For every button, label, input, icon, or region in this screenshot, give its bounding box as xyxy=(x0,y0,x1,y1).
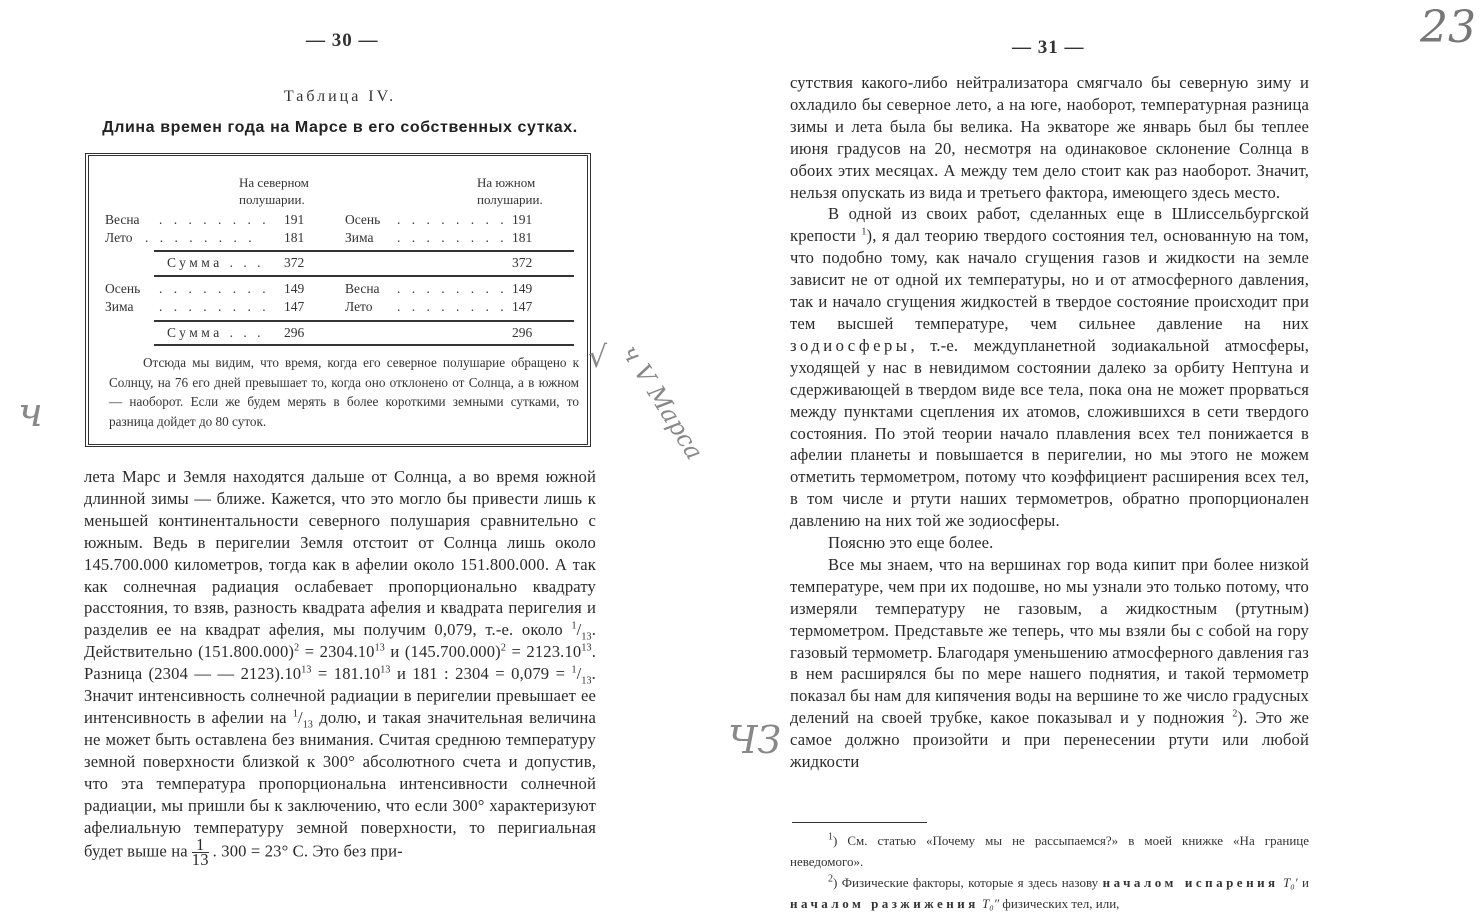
leader-dots: . . . . . . . . xyxy=(159,281,270,296)
season-days: 191 xyxy=(284,212,305,227)
sum-value: 372 xyxy=(512,255,533,270)
fraction-den: 13 xyxy=(581,631,592,643)
table-row xyxy=(105,298,575,316)
season-label: Весна xyxy=(345,281,380,296)
leader-dots: . . . . . . . . xyxy=(397,230,508,245)
footnote-marker: 2 xyxy=(828,873,833,885)
footnote-ref[interactable]: 1 xyxy=(861,226,867,238)
season-days: 181 xyxy=(512,230,533,245)
right-body-text xyxy=(790,72,1309,773)
exponent: 13 xyxy=(380,664,391,676)
text-run: = 181.10 xyxy=(311,664,381,684)
table-sum-row xyxy=(105,324,575,342)
sum-value: 372 xyxy=(284,255,305,270)
handwritten-margin-note: ч V Марса xyxy=(616,340,709,465)
table-rule xyxy=(154,344,574,346)
page-number: — 31 — xyxy=(1012,37,1085,58)
text-run: , т.-е. междупланетной зодиакальной атмосферы, уходящей у нас в невидимом состоянии далеко за орбиту Нептуна и сдерживающей в твердом виде все тела, пока она не может прорваться между пунктами сцепления их атомов, сложившихся в сети твердого состояния. По этой теории начало плавления всех тел понижается в афелии планеты и повышается в перигелии, но мы этого не можем отметить термометром, потому что коэффициент расширения всех тел, в том числе и ртути наших термометров, обратно пропорционален давлению на них той же зодиосферы. xyxy=(790,335,1309,531)
season-days: 149 xyxy=(512,281,533,296)
text-run: ). Это же самое должно произойти и при перенесении ртути или любой жидкости xyxy=(790,708,1310,772)
season-days: 181 xyxy=(284,230,305,245)
footnote-divider xyxy=(792,822,927,823)
footnote-text: физических тел, или, xyxy=(1002,896,1120,911)
leader-dots: . . . . . . . . xyxy=(159,299,270,314)
leader-dots: . . . . . . . . xyxy=(397,212,508,227)
leader-dots: . . . . . . . . xyxy=(397,281,508,296)
fraction-den: 13 xyxy=(581,675,592,687)
south-hemisphere-header xyxy=(477,174,543,208)
leader-dots: . . . . . . . . xyxy=(397,299,508,314)
handwritten-margin-note: ЧЗ xyxy=(728,718,782,762)
sum-label: Сумма . . . xyxy=(167,255,264,270)
header-line: полушарии. xyxy=(239,192,305,207)
table-rule xyxy=(154,320,574,322)
exponent: 13 xyxy=(374,642,385,654)
table-title: Таблица IV. xyxy=(283,88,397,105)
season-label: Зима xyxy=(105,299,134,314)
text-run: . Разница (2304 — — 2123).10 xyxy=(84,642,596,684)
handwritten-page-number: 23 xyxy=(1420,2,1476,53)
text-run: Все мы знаем, что на вершинах гор вода кипит при более низкой температуре, чем при их подошве, но мы узнали это только потому, что измеряли температуру не газовым, а жидкостным (ртутным) термометром. Представьте же теперь, что мы взяли бы с собой на гору газовый термометр. Благодаря уменьшению атмосферного давления газ в нем расширялся бы по мере нашего поднятия, и такой термометр показал бы нам для кипячения воды на вершине то же число градусных делений на своей трубке, какое показывал и у подножия xyxy=(790,554,1309,728)
text-run: . Значит интенсивность солнечной радиации в перигелии превышает ее интенсивность в афелии на xyxy=(84,664,596,727)
footnote-ref[interactable]: 2 xyxy=(1232,708,1238,720)
exponent: 13 xyxy=(581,642,592,654)
season-days: 147 xyxy=(284,299,305,314)
header-line: На южном xyxy=(477,175,536,190)
math-symbol: T₀′ xyxy=(1278,875,1303,890)
left-page xyxy=(0,0,720,919)
season-label: Лето xyxy=(345,299,373,314)
right-page xyxy=(720,0,1479,919)
fraction-numerator: 1 xyxy=(192,838,209,853)
table-note: Отсюда мы видим, что время, когда его северное полушарие обращено к Солнцу, на 76 его дней превышает то, когда оно отклонено от Солнца, а в южном — наоборот. Если же будем мерять в более короткими земными сутками, то разница дойдет до 80 суток. xyxy=(109,355,579,429)
text-run: лета Марс и Земля находятся дальше от Солнца, а во время южной длинной зимы — ближе. Кажется, что это могло бы привести лишь к меньшей континентальности северного полушария сравнительно с южным. Ведь в перигелии Земля отстоит от Солнца лишь около 145.700.000 километров, тогда как в афелии около 151.800.000. А так как солнечная радиация ослабевает пропорционально квадрату расстояния, то взяв, разность квадрата афелия и квадрата перигелия и разделив ее на квадрат афелия, мы получим 0,079, т.-е. около xyxy=(84,467,596,640)
season-days: 149 xyxy=(284,281,305,296)
header-line: полушарии. xyxy=(477,192,543,207)
season-label: Зима xyxy=(345,230,374,245)
exponent: 2 xyxy=(500,642,506,654)
season-label: Осень xyxy=(105,281,141,296)
footnote xyxy=(790,830,1309,872)
footnote-text: ) Физические факторы, которые я здесь назову xyxy=(833,875,1103,890)
sum-value: 296 xyxy=(284,325,305,340)
table-subtitle: Длина времен года на Марсе в его собственных сутках. xyxy=(102,119,578,136)
table-row xyxy=(105,280,575,298)
handwritten-margin-note: ч xyxy=(18,390,43,436)
leader-dots: . . . . . . . . xyxy=(145,230,256,245)
fraction-denominator: 13 xyxy=(191,850,209,870)
sum-value: 296 xyxy=(512,325,533,340)
exponent: 2 xyxy=(294,642,300,654)
fraction xyxy=(191,835,209,870)
fraction-num: 1 xyxy=(571,620,577,632)
footnote-text: и xyxy=(1302,875,1309,890)
sum-label: Сумма . . . xyxy=(167,325,264,340)
paragraph: лета Марс и Земля находятся дальше от Солнца, а во время южной длинной зимы — ближе. Кажется, что это могло бы привести лишь к меньшей континентальности северного полушария сравнительно с южным. Ведь в перигелии Земля отстоит от Солнца лишь около 145.700.000 километров, тогда как в афелии около 151.800.000. А так как солнечная радиация ослабевает пропорционально квадрату расстояния, то взяв, разность квадрата афелия и квадрата перигелия и разделив ее на квадрат афелия, мы получим 0,079, т.-е. около $^1/_{13}$. Действительно $(151.800.000)^2 = 2304.10^{13}$ и $(145.700.000)^2 = 2123.10^{13}$. Разница (2304 — — $2123).10^{13} = 181.10^{13}$ и 181 : $2304 = 0,079 = ^1/_{13}$. Значит интенсивность солнечной радиации в перигелии превышает ее интенсивность в афелии на $^1/_{13}$ долю, и такая значительная величина не может быть оставлена без внимания. Считая среднюю температуру земной поверхности близкой к 300° абсолютного счета и допустив, что эта температура пропорциональна интенсивности солнечной радиации, мы пришли бы к заключению, что если 300° характеризуют афелиальную температуру земной поверхности, то перигиальная будет выше на $\frac{1}{13}$ . 300 = 23° С. Это без при- xyxy=(84,467,597,870)
text-run: и 181 : 2304 = 0,079 = xyxy=(390,664,572,684)
season-label: Осень xyxy=(345,212,381,227)
season-days: 191 xyxy=(512,212,533,227)
text-run: . 300 = 23° С. Это без при- xyxy=(212,841,403,861)
seasons-table xyxy=(85,153,591,447)
leader-dots: . . . . . . . . xyxy=(159,212,270,227)
text-run: = 2123.10 xyxy=(506,642,582,662)
fraction-den: 13 xyxy=(302,719,314,731)
text-run: ), я дал теорию твердого состояния тел, основанную на том, что подобно тому, как начало сгущения газов и жидкости на земле зависит не от одной их температуры, но и от атмосферного давления, так и начало сгущения жидкостей в твердое состояние происходит при тем высшей температуре, чем сильнее давление на них xyxy=(790,226,1309,333)
season-label: Весна xyxy=(105,212,140,227)
header-line: На северном xyxy=(239,175,309,190)
table-row xyxy=(105,211,575,229)
paragraph: сутствия какого-либо нейтрализатора смягчало бы северную зиму и охладило бы северное лето, а на юге, наоборот, температурная разница зимы и лета была бы велика. На экваторе же январь был бы теплее июня градусов на 20, несмотря на одинаковое склонение Солнца в обоих этих месяцах. А между тем дело стоит как раз наоборот. Значит, нельзя опускать из вида и третьего фактора, имеющего здесь место. xyxy=(790,73,1309,202)
text-run: и (145.700.000) xyxy=(384,642,501,662)
footnote xyxy=(790,872,1309,914)
emphasized-term: началом испарения xyxy=(1102,875,1279,890)
text-run: . Действительно (151.800.000) xyxy=(84,620,596,662)
table-rule xyxy=(154,250,574,252)
fraction-num: 1 xyxy=(571,664,577,676)
left-body-text xyxy=(84,466,597,870)
table-row xyxy=(105,229,575,247)
text-run: долю, и такая значительная величина не может быть оставлена без внимания. Считая среднюю температуру земной поверхности близкой к 300° абсолютного счета и допустив, что эта температура пропорциональна интенсивности солнечной радиации, мы пришли бы к заключению, что если 300° характеризуют афелиальную температуру земной поверхности, то перигиальная будет выше на xyxy=(84,707,597,861)
page-number: — 30 — xyxy=(306,30,379,51)
math-symbol: T₀″ xyxy=(978,896,1003,911)
footnote-marker: 1 xyxy=(828,831,833,843)
table-sum-row xyxy=(105,254,575,272)
paragraph: Поясню это еще более. xyxy=(828,533,994,553)
emphasized-term: началом разжижения xyxy=(790,896,979,911)
fraction-num: 1 xyxy=(292,708,298,720)
exponent: 13 xyxy=(301,664,312,676)
paragraph xyxy=(790,554,1309,773)
season-days: 147 xyxy=(512,299,533,314)
season-label: Лето xyxy=(105,230,133,245)
footnote-text: ) См. статью «Почему мы не рассыпаемся?» в моей книжке «На границе неведомого». xyxy=(790,833,1309,869)
footnotes xyxy=(790,830,1309,914)
table-rule xyxy=(154,275,574,277)
north-hemisphere-header xyxy=(239,174,309,208)
text-run: В одной из своих работ, сделанных еще в Шлиссельбургской крепости xyxy=(790,204,1309,246)
emphasized-term: зодиосферы xyxy=(790,335,911,355)
text-run: = 2304.10 xyxy=(299,642,375,662)
handwritten-checkmark: √ xyxy=(588,340,608,375)
paragraph xyxy=(790,203,1309,532)
